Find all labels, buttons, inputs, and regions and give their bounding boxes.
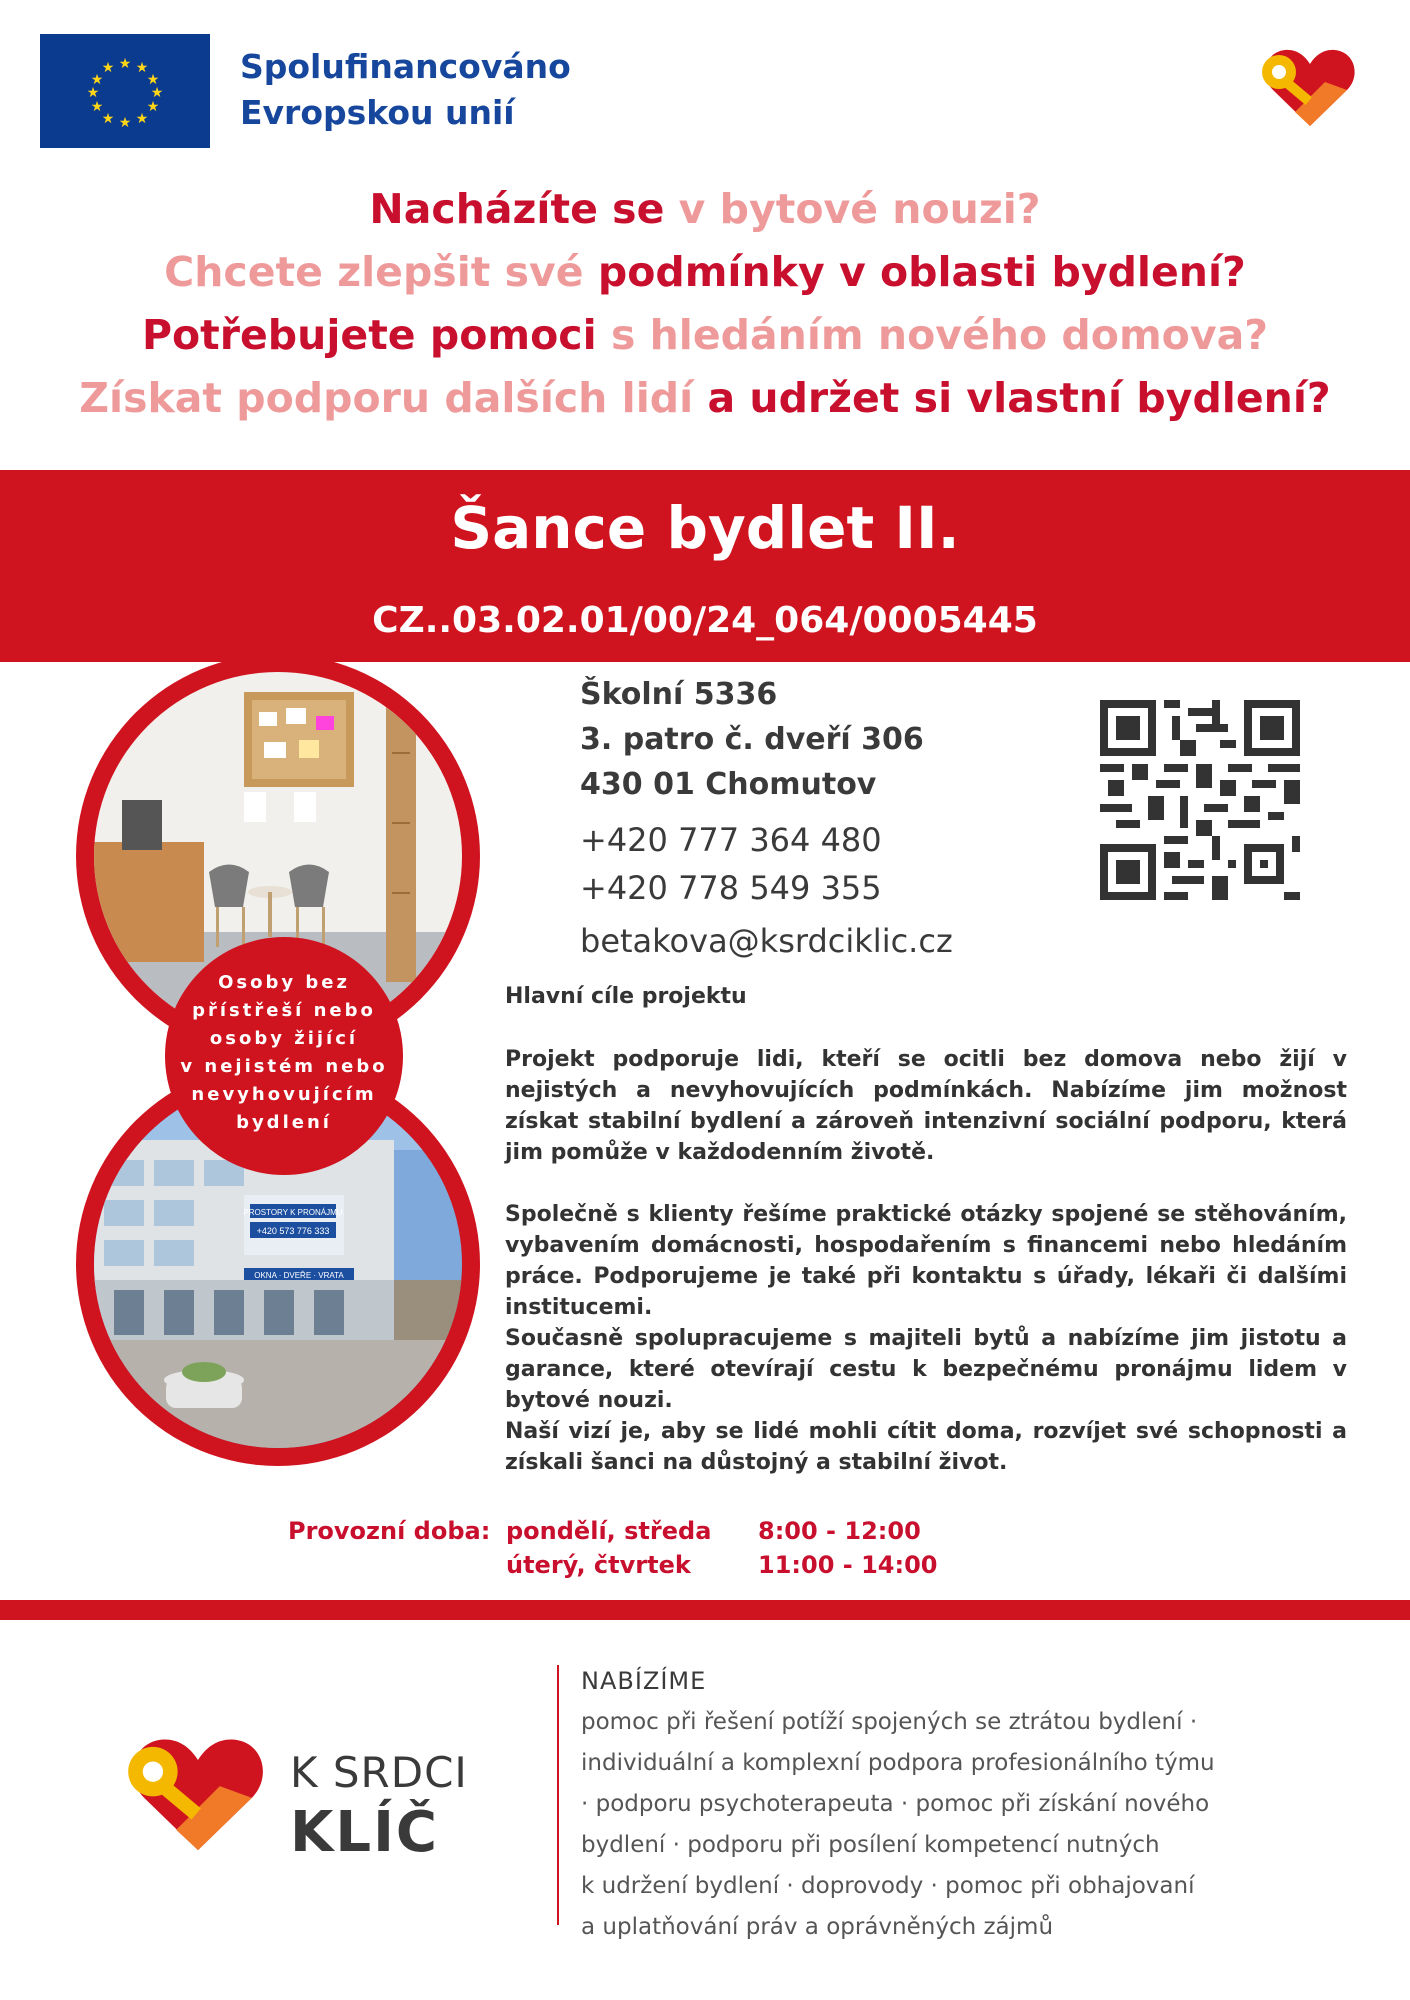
goals-text xyxy=(505,1044,1347,1478)
question-4-part-1: Získat podporu dalších lidí xyxy=(79,374,708,422)
email-link[interactable]: betakova@ksrdciklic.cz xyxy=(580,922,953,960)
badge-line: přístřeší nebo xyxy=(192,1000,376,1021)
badge-line: v nejistém nebo xyxy=(180,1056,388,1077)
brand-name-line-1: K SRDCI xyxy=(290,1748,468,1797)
target-group-badge xyxy=(165,937,403,1175)
offer-line: a uplatňování práv a oprávněných zájmů xyxy=(581,1914,1054,1940)
svg-text:★: ★ xyxy=(90,72,104,88)
svg-text:★: ★ xyxy=(146,72,160,88)
intro-questions xyxy=(0,178,1410,430)
address-floor: 3. patro č. dveří 306 xyxy=(580,722,924,757)
goals-paragraph-3: Současně spolupracujeme s majiteli bytů a nabízíme jim jistotu a garance, které otevírají cestu k bezpečnému pronájmu lidem v bytové nouzi. xyxy=(505,1326,1347,1413)
svg-text:★: ★ xyxy=(86,85,100,101)
k-srdci-klic-logo-icon xyxy=(1255,42,1365,132)
hours-row-1-days: pondělí, středa xyxy=(506,1517,712,1545)
hours-label: Provozní doba: xyxy=(288,1517,491,1545)
offer-line: pomoc při řešení potíží spojených se ztrátou bydlení · xyxy=(581,1709,1198,1735)
k-srdci-klic-logo-icon xyxy=(118,1728,278,1863)
hours-row-2-time: 11:00 - 14:00 xyxy=(758,1551,938,1579)
svg-text:★: ★ xyxy=(150,85,164,101)
hours-row-2-days: úterý, čtvrtek xyxy=(506,1551,691,1579)
phone-2[interactable]: +420 778 549 355 xyxy=(580,869,882,907)
divider-bar xyxy=(0,1600,1410,1620)
question-2 xyxy=(0,241,1410,304)
building-sign-2: +420 573 776 333 xyxy=(256,1226,330,1236)
svg-text:★: ★ xyxy=(101,111,115,127)
question-2-part-2: podmínky v oblasti bydlení? xyxy=(597,248,1246,296)
question-4-part-2: a udržet si vlastní bydlení? xyxy=(707,374,1331,422)
question-1-part-1: Nacházíte se xyxy=(369,185,679,233)
phone-block xyxy=(580,816,882,912)
goals-paragraph-2: Společně s klienty řešíme praktické otázky spojené se stěhováním, vybavením domácnosti, hospodařením s financemi nebo hledáním práce. Podporujeme je také při kontaktu s úřady, lékaři či dalšími institucemi. xyxy=(505,1202,1347,1320)
badge-line: Osoby bez xyxy=(218,972,350,993)
address-street: Školní 5336 xyxy=(580,677,778,712)
offer-line: k udržení bydlení · doprovody · pomoc při obhajovaní xyxy=(581,1873,1195,1899)
goals-paragraph-4: Naší vizí je, aby se lidé mohli cítit doma, rozvíjet své schopnosti a získali šanci na důstojný a stabilní život. xyxy=(505,1419,1347,1475)
svg-text:★: ★ xyxy=(118,115,132,131)
question-1-part-2: v bytové nouzi? xyxy=(678,185,1041,233)
question-2-part-1: Chcete zlepšit své xyxy=(164,248,598,296)
footer-divider xyxy=(557,1665,559,1925)
address-block xyxy=(580,672,924,807)
project-code: CZ..03.02.01/00/24_064/0005445 xyxy=(372,600,1038,641)
question-3-part-1: Potřebujete pomoci xyxy=(141,311,611,359)
question-1 xyxy=(0,178,1410,241)
project-title: Šance bydlet II. xyxy=(450,494,960,562)
offer-heading: NABÍZÍME xyxy=(581,1667,707,1695)
question-3-part-2: s hledáním nového domova? xyxy=(610,311,1269,359)
goals-paragraph-1: Projekt podporuje lidi, kteří se ocitli bez domova nebo žijí v nejistých a nevyhovujících podmínkách. Nabízíme jim možnost získat stabilní bydlení a zároveň intenzivní sociální podporu, která jim pomůže v každodenním životě. xyxy=(505,1047,1347,1165)
qr-code-icon[interactable] xyxy=(1100,700,1300,900)
svg-text:★: ★ xyxy=(101,60,115,76)
question-4 xyxy=(0,367,1410,430)
question-3 xyxy=(0,304,1410,367)
building-sign-3: OKNA · DVEŘE · VRATA xyxy=(254,1271,344,1280)
address-city: 430 01 Chomutov xyxy=(580,767,877,802)
hours-row-1-time: 8:00 - 12:00 xyxy=(758,1517,921,1545)
offer-line: · podporu psychoterapeuta · pomoc při získání nového xyxy=(581,1791,1210,1817)
badge-line: nevyhovujícím xyxy=(191,1084,377,1105)
svg-text:★: ★ xyxy=(146,99,160,115)
goals-heading: Hlavní cíle projektu xyxy=(505,984,747,1009)
phone-1[interactable]: +420 777 364 480 xyxy=(580,821,882,859)
eu-line-2: Evropskou unií xyxy=(240,93,515,132)
svg-text:★: ★ xyxy=(135,111,149,127)
badge-line: bydlení xyxy=(236,1112,332,1133)
offer-line: bydlení · podporu při posílení kompetencí nutných xyxy=(581,1832,1160,1858)
brand-name-line-2: KLÍČ xyxy=(290,1800,440,1865)
badge-line: osoby žijící xyxy=(209,1028,359,1049)
offer-list xyxy=(581,1702,1341,1948)
eu-cofunding-text xyxy=(240,44,571,136)
building-sign-1: PROSTORY K PRONÁJMU xyxy=(243,1208,343,1217)
svg-text:★: ★ xyxy=(90,99,104,115)
svg-text:★: ★ xyxy=(118,56,132,72)
svg-text:★: ★ xyxy=(135,60,149,76)
eu-flag-icon xyxy=(40,34,210,148)
offer-line: individuální a komplexní podpora profesionálního týmu xyxy=(581,1750,1215,1776)
eu-line-1: Spolufinancováno xyxy=(240,47,571,86)
